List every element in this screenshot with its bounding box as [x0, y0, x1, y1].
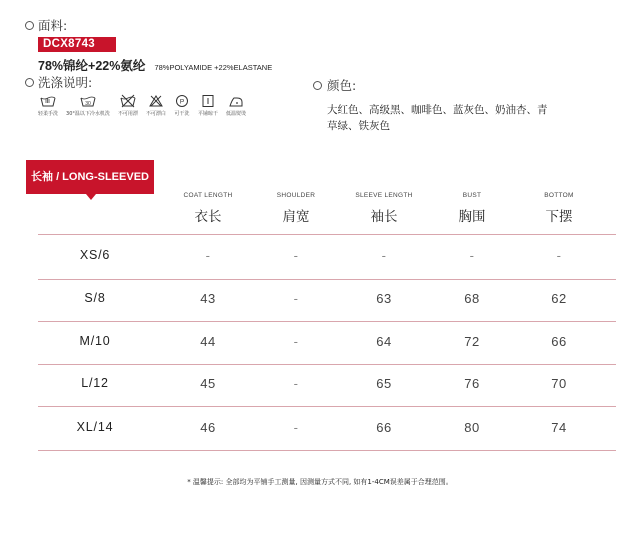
composition-cn: 78%锦纶+22%氨纶 [38, 59, 146, 73]
column-header [334, 192, 434, 225]
dry-clean-icon [174, 94, 190, 108]
table-cell: - [293, 376, 299, 391]
care-bullet-icon [25, 78, 34, 87]
table-cell: 65 [376, 376, 392, 391]
colors-bullet-icon [313, 81, 322, 90]
size-label: XL/14 [76, 420, 114, 434]
line-dry-icon [200, 94, 216, 108]
size-label: XS/6 [79, 248, 111, 262]
care-item [226, 94, 246, 117]
product-code-badge: DCX8743 [38, 37, 116, 52]
column-header-en: BOTTOM [544, 192, 574, 199]
table-divider [38, 279, 616, 280]
size-label: S/8 [84, 291, 106, 305]
table-cell: 62 [551, 291, 567, 306]
fabric-title: 面料: [38, 18, 68, 33]
table-cell: 46 [200, 420, 216, 435]
table-divider [38, 406, 616, 407]
care-item [38, 94, 58, 117]
care-label: 轻柔手洗 [38, 111, 59, 117]
column-header-cn: 袖长 [370, 209, 398, 225]
table-cell: 43 [200, 291, 216, 306]
table-cell: - [293, 291, 299, 306]
care-label: 不可用漂 [117, 111, 138, 117]
no-tumble-dry-icon [148, 94, 164, 108]
table-cell: - [556, 248, 562, 263]
table-cell: 70 [551, 376, 567, 391]
column-header-cn: 胸围 [458, 209, 486, 225]
care-label: 平铺晾干 [197, 111, 218, 117]
care-label: 30°温以下冷水机洗 [66, 111, 110, 117]
table-cell: 45 [200, 376, 216, 391]
care-label: 可干洗 [174, 111, 190, 117]
column-header-cn: 衣长 [194, 209, 222, 225]
table-divider [38, 321, 616, 322]
table-cell: - [293, 334, 299, 349]
table-divider [38, 450, 616, 451]
table-cell: 80 [464, 420, 480, 435]
column-header-en: COAT LENGTH [183, 192, 233, 199]
table-cell: 66 [376, 420, 392, 435]
table-cell: 44 [200, 334, 216, 349]
table-cell: 72 [464, 334, 480, 349]
color-options: 大红色、高级黑、咖啡色、蓝灰色、奶油杏、青草绿、铁灰色 [327, 104, 548, 132]
table-divider [38, 234, 616, 235]
sleeve-type-tag: 长袖 / LONG-SLEEVED [26, 160, 154, 194]
table-cell: - [293, 248, 299, 263]
table-cell: - [205, 248, 211, 263]
table-cell: 64 [376, 334, 392, 349]
fabric-bullet-icon [25, 21, 34, 30]
care-title: 洗涤说明: [38, 75, 93, 90]
table-cell: - [381, 248, 387, 263]
care-item [146, 94, 166, 117]
care-icons [38, 94, 254, 117]
table-cell: 66 [551, 334, 567, 349]
table-cell: 74 [551, 420, 567, 435]
hand-wash-icon [40, 94, 56, 108]
iron-low-icon [228, 94, 244, 108]
column-header-cn: 下摆 [545, 209, 573, 225]
column-header [158, 192, 258, 225]
fabric-composition [38, 55, 272, 74]
column-header [422, 192, 522, 225]
measurement-note: * 温馨提示: 全部均为平铺手工测量, 因测量方式不同, 如有1-4CM误差属于合理范围。 [187, 478, 453, 486]
table-cell: - [469, 248, 475, 263]
column-header-en: BUST [462, 192, 482, 199]
table-divider [38, 364, 616, 365]
column-header [509, 192, 609, 225]
dry-clean-letter: P [179, 98, 185, 106]
size-label: M/10 [79, 334, 111, 348]
wash-temp-text: 30 [85, 101, 91, 107]
care-item [198, 94, 218, 117]
table-cell: 76 [464, 376, 480, 391]
table-cell: 68 [464, 291, 480, 306]
column-header-en: SHOULDER [276, 192, 316, 199]
composition-en: 78%POLYAMIDE +22%ELASTANE [154, 63, 273, 72]
no-bleach-icon [120, 94, 136, 108]
table-cell: - [293, 420, 299, 435]
table-cell: 63 [376, 291, 392, 306]
wash-30-icon [80, 94, 96, 108]
care-item [118, 94, 138, 117]
care-item [66, 94, 110, 117]
column-header-en: SLEEVE LENGTH [355, 192, 413, 199]
column-header [246, 192, 346, 225]
colors-title: 颜色: [327, 78, 357, 93]
care-label: 低温熨烫 [225, 111, 246, 117]
column-header-cn: 肩宽 [282, 209, 310, 225]
care-item [174, 94, 190, 117]
tag-pointer-icon [86, 194, 96, 200]
care-label: 不可漂白 [145, 111, 166, 117]
size-label: L/12 [81, 376, 109, 390]
